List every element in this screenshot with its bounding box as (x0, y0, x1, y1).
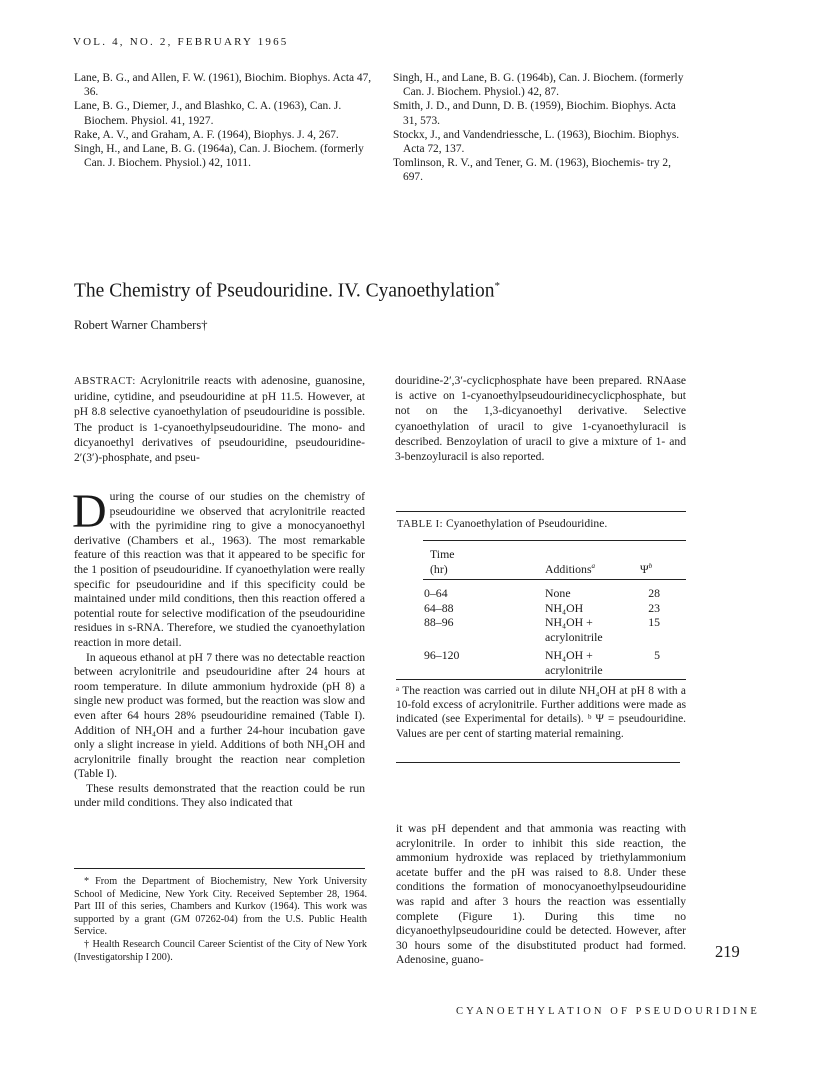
footnote: * From the Department of Biochemistry, New York University School of Medicine, New York City. Received September 28, 1964. Part III of this series, Chambers and Kurkov (1964). This work was supported by a grant (GM 07262-04) from the U.S. Public Health Service. (74, 876, 367, 938)
table-bottom-rule (396, 679, 686, 680)
table-row (424, 601, 660, 616)
cell-additions-line1: NH₄OH + (545, 615, 593, 629)
reference-item: Tomlinson, R. V., and Tener, G. M. (1963), Biochemis- try 2, 697. (393, 157, 671, 184)
reference-item: Singh, H., and Lane, B. G. (1964a), Can. J. Biochem. (formerly Can. J. Biochem. Physiol.) 42, 1011. (74, 143, 364, 170)
cell-additions-line1: NH₄OH + (545, 648, 593, 662)
table-row (424, 644, 660, 677)
cell-psi: 28 (648, 586, 660, 600)
abstract-text-left: Acrylonitrile reacts with adenosine, guanosine, uridine, cytidine, and pseudouridine at pH 11.5. However, at pH 8.8 selective cyanoethylation of pseudouridine is possible. The product is 1-cyanoethylpseudouridine. The mono- and dicyanoethyl derivatives of pseudouridine, pseudouridine-2′(3′)-phosphate, and pseu- (74, 374, 365, 465)
article-title-text: The Chemistry of Pseudouridine. IV. Cyanoethylation (74, 280, 495, 302)
table-header-additions (545, 562, 595, 577)
table-header-psi (640, 562, 652, 577)
footnotes (74, 876, 367, 964)
table-label: TABLE I: (397, 519, 444, 530)
cell-psi: 23 (648, 600, 660, 615)
body-left-column (72, 485, 365, 811)
body-right-column (396, 822, 686, 968)
page-number: 219 (715, 942, 740, 961)
body-paragraph: These results demonstrated that the reaction could be run under mild conditions. They also indicated that (74, 781, 365, 810)
abstract-left (74, 373, 365, 465)
author-name: Robert Warner Chambers† (74, 318, 208, 332)
table-row (424, 586, 660, 601)
running-header: VOL. 4, NO. 2, FEBRUARY 1965 (73, 36, 289, 48)
cell-psi: 5 (654, 648, 660, 662)
table-caption (397, 517, 607, 530)
data-table (424, 586, 660, 677)
reference-item: Smith, J. D., and Dunn, D. B. (1959), Biochim. Biophys. Acta 31, 573. (393, 100, 676, 127)
body-paragraph: it was pH dependent and that ammonia was reacting with acrylonitrile. In order to inhibit this side reaction, the ammonium hydroxide was replaced by triethylammonium acetate buffer and the pH was raised to 8.8. Under these conditions the formation of monocyanoethylpseudouridine was rapid and after 3 hours the reaction was essentially complete (Figure 1). During this time no dicyanoethylpseudouridine could be detected. However, after 30 hours some of the disubstituted product had formed. Adenosine, guano- (396, 822, 686, 967)
running-footer: CYANOETHYLATION OF PSEUDOURIDINE (456, 1006, 760, 1017)
cell-additions (545, 615, 638, 644)
title-footnote-mark: * (494, 280, 500, 292)
table-end-rule (396, 762, 680, 763)
table-title: Cyanoethylation of Pseudouridine. (445, 517, 608, 530)
reference-item: Lane, B. G., and Allen, F. W. (1961), Biochim. Biophys. Acta 47, 36. (74, 72, 372, 99)
article-title (74, 280, 500, 303)
cell-time: 96–120 (424, 648, 460, 662)
table-header-rule (423, 540, 686, 541)
reference-item: Singh, H., and Lane, B. G. (1964b), Can. J. Biochem. (formerly Can. J. Biochem. Physiol.) 42, 87. (393, 72, 684, 99)
reference-item: Stockx, J., and Vandendriessche, L. (1963), Biochim. Biophys. Acta 72, 137. (393, 128, 680, 156)
footnote: † Health Research Council Career Scientist of the City of New York (Investigatorship I 200). (74, 938, 367, 963)
header-time-line2: (hr) (430, 561, 448, 576)
abstract-text-right: douridine-2′,3′-cyclicphosphate have been prepared. RNAase is active on 1-cyanoethylpseudouridinecyclicphosphate, but not on the 1,3-dicyanoethyl derivative. Selective cyanoethylation of uracil to give 1-cyanoethyluracil is described. Benzoylation of uracil to give a mixture of 1- and 3-benzoyluracil is also reported. (395, 374, 686, 464)
abstract-right (395, 373, 686, 464)
header-additions-note: a (591, 562, 596, 571)
drop-cap: D (72, 485, 107, 538)
reference-item: Rake, A. V., and Graham, A. F. (1964), Biophys. J. 4, 267. (74, 128, 339, 141)
header-time-line1: Time (430, 547, 455, 561)
body-paragraph (72, 485, 365, 651)
table-top-rule (396, 511, 686, 512)
cell-time: 64–88 (424, 600, 454, 615)
cell-additions-line2: acrylonitrile (545, 662, 603, 677)
cell-time: 88–96 (424, 615, 454, 629)
cell-additions-line2: acrylonitrile (545, 629, 603, 644)
footnote-rule (74, 868, 365, 869)
body-paragraph: In aqueous ethanol at pH 7 there was no detectable reaction between acrylonitrile and pseudouridine after 24 hours at room temperature. In dilute ammonium hydroxide (pH 8) a single new product was formed, but the reaction was slow and even after 64 hours 28% pseudouridine remained (Table I). Addition of NH₄OH and a further 24-hour incubation gave only a slight increase in yield. Additions of both NH₄OH and acrylonitrile finally brought the reaction near completion (Table I). (74, 650, 365, 781)
reference-item: Lane, B. G., Diemer, J., and Blashko, C. A. (1963), Can. J. Biochem. Physiol. 41, 1927. (74, 100, 342, 127)
table-body-rule (423, 579, 686, 580)
table-header-time (430, 547, 454, 576)
cell-additions (545, 644, 638, 677)
cell-additions-line1: None (545, 586, 571, 600)
references-right (393, 71, 691, 185)
table-row (424, 615, 660, 644)
header-psi-note: b (648, 562, 653, 571)
table-notes: ᵃ The reaction was carried out in dilute NH₄OH at pH 8 with a 10-fold excess of acrylonitrile. Further additions were made as indicated (see Experimental for details). ᵇ Ψ = pseudouridine. Values are per cent of starting material remaining. (396, 685, 686, 740)
references-left (74, 71, 374, 170)
header-additions-text: Additions (545, 562, 592, 576)
header-psi-text: Ψ (640, 562, 649, 576)
cell-additions-line1: NH₄OH (545, 600, 584, 615)
body-paragraph-text: uring the course of our studies on the chemistry of pseudouridine we observed that acrylonitrile reacted with the pyrimidine ring to give a monocyanoethyl derivative (Chambers et al., 1963). The most remarkable feature of this reaction was that it appeared to be specific for the 1 position of pseudouridine. If cyanoethylation were really specific for pseudouridine and if this specificity could be maintained under mild conditions, then this reaction offered a potential route for selective modification of the pseudouridine residues in s-RNA. Therefore, we studied the cyanoethylation reaction in more detail. (74, 490, 365, 649)
cell-time: 0–64 (424, 586, 448, 600)
abstract-label: ABSTRACT: (74, 376, 136, 387)
cell-additions (545, 586, 638, 601)
cell-additions (545, 601, 638, 616)
cell-psi: 15 (648, 615, 660, 629)
